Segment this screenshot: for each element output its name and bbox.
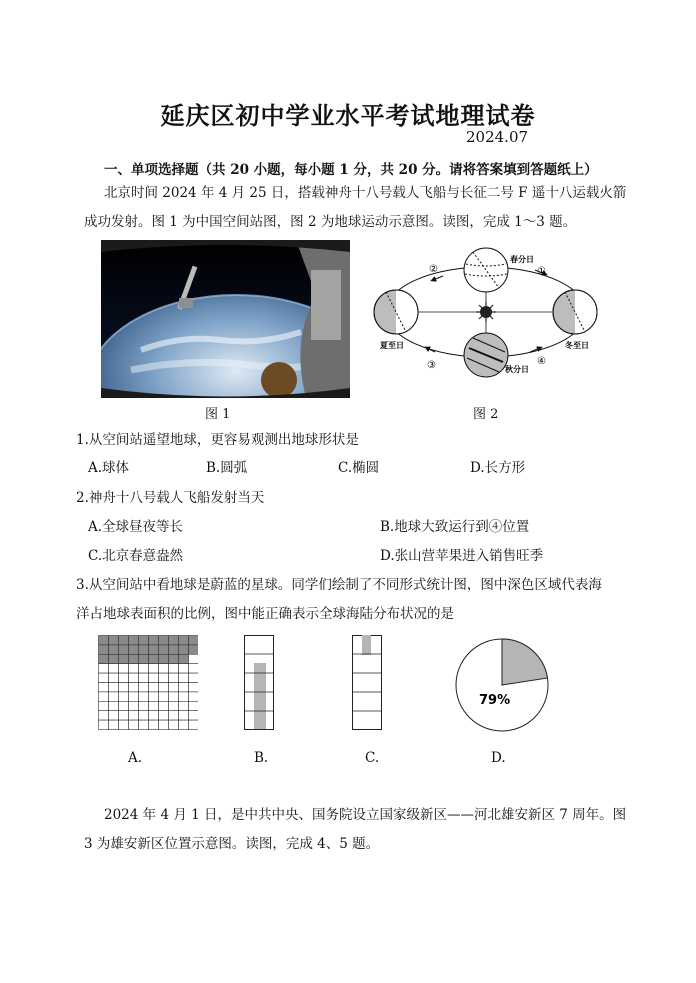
grid-cell — [109, 645, 119, 654]
intro2-line-1: 2024 年 4 月 1 日，是中共中央、国务院设立国家级新区——河北雄安新区 7 周年。图 — [104, 807, 627, 823]
grid-cell — [139, 692, 149, 701]
grid-cell — [109, 636, 119, 645]
intro2-line-2: 3 为雄安新区位置示意图。读图，完成 4、5 题。 — [84, 836, 380, 852]
grid-cell — [189, 645, 199, 654]
grid-cell — [109, 701, 119, 710]
grid-cell — [159, 692, 169, 701]
earth-orbit-diagram — [365, 240, 610, 380]
grid-cell — [189, 636, 199, 645]
space-station-photo — [101, 240, 350, 398]
grid-cell — [179, 701, 189, 710]
figure-2-caption: 图 2 — [473, 407, 499, 422]
grid-cell — [159, 701, 169, 710]
grid-cell — [99, 711, 109, 720]
intro-line-1: 北京时间 2024 年 4 月 25 日，搭载神舟十八号载人飞船与长征二号 F 遥十八运载火箭 — [104, 185, 627, 201]
grid-cell — [169, 654, 179, 663]
grid-cell — [159, 636, 169, 645]
label-winter-solstice: 冬至日 — [565, 341, 589, 350]
pie-percent-label: 79% — [479, 693, 511, 708]
grid-cell — [109, 711, 119, 720]
grid-cell — [99, 664, 109, 673]
q1-option-a: A.球体 — [88, 460, 130, 476]
grid-cell — [179, 711, 189, 720]
grid-cell — [159, 683, 169, 692]
orbit-position-4: ④ — [537, 356, 546, 367]
grid-cell — [119, 683, 129, 692]
q2-option-c: C.北京春意盎然 — [88, 548, 184, 564]
grid-cell — [149, 654, 159, 663]
grid-cell — [129, 711, 139, 720]
grid-cell — [99, 654, 109, 663]
grid-cell — [169, 645, 179, 654]
grid-cell — [139, 645, 149, 654]
grid-cell — [169, 711, 179, 720]
sun-icon — [476, 302, 496, 322]
grid-cell — [119, 701, 129, 710]
option-c-column-chart — [352, 635, 382, 730]
earth-from-station-image — [101, 240, 350, 398]
globe-winter — [553, 290, 597, 334]
grid-cell — [179, 654, 189, 663]
q2-option-d: D.张山营苹果进入销售旺季 — [380, 548, 544, 564]
q1-option-b: B.圆弧 — [206, 460, 248, 476]
grid-cell — [189, 692, 199, 701]
grid-cell — [189, 720, 199, 729]
grid-cell — [119, 692, 129, 701]
grid-cell — [149, 711, 159, 720]
grid-cell — [169, 692, 179, 701]
grid-cell — [189, 664, 199, 673]
grid-cell — [99, 720, 109, 729]
grid-cell — [169, 683, 179, 692]
grid-cell — [119, 636, 129, 645]
question-3-line-1: 3.从空间站中看地球是蔚蓝的星球。同学们绘制了不同形式统计图，图中深色区域代表海 — [76, 577, 602, 593]
grid-cell — [119, 720, 129, 729]
grid-cell — [129, 645, 139, 654]
grid-cell — [189, 654, 199, 663]
grid-cell — [159, 664, 169, 673]
grid-cell — [129, 720, 139, 729]
grid-cell — [179, 683, 189, 692]
question-2-stem: 2.神舟十八号载人飞船发射当天 — [76, 490, 265, 506]
grid-cell — [119, 654, 129, 663]
globe-spring — [464, 248, 508, 292]
grid-cell — [109, 664, 119, 673]
grid-cell — [149, 636, 159, 645]
grid-cell — [159, 720, 169, 729]
grid-cell — [149, 664, 159, 673]
grid-cell — [99, 636, 109, 645]
label-summer-solstice: 夏至日 — [380, 341, 404, 350]
grid-cell — [129, 673, 139, 682]
grid-cell — [189, 711, 199, 720]
grid-cell — [179, 692, 189, 701]
grid-cell — [119, 711, 129, 720]
label-spring-equinox: 春分日 — [510, 255, 534, 264]
q1-option-d: D.长方形 — [470, 460, 526, 476]
option-d-pie-chart — [455, 638, 550, 733]
grid-cell — [169, 636, 179, 645]
grid-cell — [149, 701, 159, 710]
grid-cell — [149, 673, 159, 682]
grid-cell — [159, 654, 169, 663]
option-c-shaded-bar — [362, 635, 371, 655]
q3-option-b-label: B. — [254, 750, 269, 766]
q2-option-b: B.地球大致运行到④位置 — [380, 519, 530, 535]
grid-cell — [99, 673, 109, 682]
grid-cell — [139, 701, 149, 710]
grid-cell — [109, 692, 119, 701]
grid-cell — [179, 664, 189, 673]
grid-cell — [159, 645, 169, 654]
grid-cell — [149, 692, 159, 701]
section-heading: 一、单项选择题（共 20 小题，每小题 1 分，共 20 分。请将答案填到答题纸上） — [104, 162, 598, 178]
grid-cell — [139, 673, 149, 682]
grid-cell — [109, 673, 119, 682]
grid-cell — [149, 720, 159, 729]
grid-cell — [99, 645, 109, 654]
grid-cell — [179, 645, 189, 654]
grid-cell — [129, 654, 139, 663]
grid-cell — [169, 701, 179, 710]
globe-summer — [374, 290, 418, 334]
grid-cell — [169, 664, 179, 673]
grid-cell — [129, 683, 139, 692]
grid-cell — [109, 720, 119, 729]
grid-cell — [189, 701, 199, 710]
grid-cell — [179, 673, 189, 682]
exam-date: 2024.07 — [466, 128, 529, 146]
grid-cell — [189, 683, 199, 692]
grid-cell — [119, 664, 129, 673]
q2-option-a: A.全球昼夜等长 — [88, 519, 184, 535]
grid-cell — [179, 636, 189, 645]
orbit-position-1: ① — [537, 266, 546, 277]
grid-cell — [119, 673, 129, 682]
grid-cell — [139, 664, 149, 673]
grid-cell — [129, 692, 139, 701]
grid-cell — [149, 645, 159, 654]
grid-cell — [99, 683, 109, 692]
grid-cell — [139, 636, 149, 645]
q3-option-c-label: C. — [365, 750, 380, 766]
label-autumn-equinox: 秋分日 — [505, 365, 529, 374]
question-3-line-2: 洋占地球表面积的比例，图中能正确表示全球海陆分布状况的是 — [76, 606, 454, 622]
grid-cell — [109, 654, 119, 663]
grid-cell — [99, 701, 109, 710]
grid-cell — [169, 673, 179, 682]
q1-option-c: C.椭圆 — [338, 460, 380, 476]
orbit-position-2: ② — [429, 264, 438, 275]
grid-cell — [139, 683, 149, 692]
option-b-column-chart — [244, 635, 274, 730]
grid-cell — [109, 683, 119, 692]
page-title: 延庆区初中学业水平考试地理试卷 — [160, 101, 536, 130]
grid-cell — [159, 673, 169, 682]
figure-1-caption: 图 1 — [205, 407, 231, 422]
grid-cell — [129, 636, 139, 645]
grid-cell — [129, 701, 139, 710]
option-a-grid-chart — [98, 635, 198, 730]
grid-cell — [169, 720, 179, 729]
intro-line-2: 成功发射。图 1 为中国空间站图，图 2 为地球运动示意图。读图，完成 1～3 题。 — [84, 214, 577, 230]
q3-option-a-label: A. — [128, 750, 143, 766]
grid-cell — [189, 673, 199, 682]
globe-autumn — [464, 333, 508, 377]
option-d-shaded-slice — [502, 639, 548, 685]
question-1-stem: 1.从空间站遥望地球，更容易观测出地球形状是 — [76, 432, 359, 448]
grid-cell — [139, 711, 149, 720]
q3-option-d-label: D. — [491, 750, 506, 766]
grid-cell — [139, 654, 149, 663]
grid-cell — [179, 720, 189, 729]
grid-cell — [129, 664, 139, 673]
grid-cell — [159, 711, 169, 720]
grid-cell — [99, 692, 109, 701]
orbit-position-3: ③ — [427, 360, 436, 371]
grid-cell — [119, 645, 129, 654]
grid-cell — [139, 720, 149, 729]
grid-cell — [149, 683, 159, 692]
